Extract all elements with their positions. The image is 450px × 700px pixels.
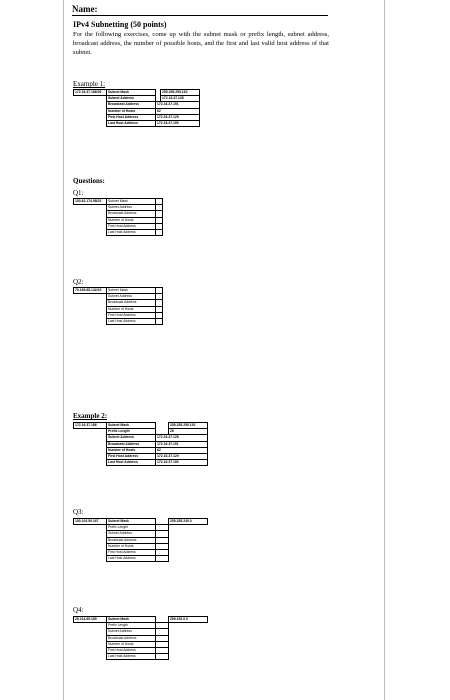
q4-label: Number of Hosts <box>107 641 156 647</box>
q2-label: Subnet Mask <box>107 288 156 294</box>
q3-label: Broadcast Address <box>107 537 156 543</box>
q1-ip: 153.62.174.98/23 <box>74 199 107 205</box>
example1-value: 62 <box>156 108 200 114</box>
example1-label: Subnet Mask <box>107 90 156 96</box>
example1-table <box>73 89 200 127</box>
q1-heading: Q1: <box>73 189 84 197</box>
page-title: IPv4 Subnetting (50 points) <box>73 20 167 29</box>
example1-label: Broadcast Address <box>107 102 156 108</box>
example1-table-wrap <box>73 89 200 127</box>
example2-label: Broadcast Address <box>107 441 156 447</box>
q2-label: Subnet Address <box>107 294 156 300</box>
questions-heading: Questions: <box>73 177 105 185</box>
q1-table <box>73 198 163 236</box>
instructions: For the following exercises, come up with the subnet mask or prefix length, subnet address, broadcast address, the number of possible hosts, and the first and last valid host address of that subnet. <box>73 31 329 56</box>
example2-table <box>73 422 208 466</box>
q4-label: Prefix Length <box>107 623 156 629</box>
example2-table-wrap <box>73 422 208 466</box>
q3-label: First Host Address <box>107 550 156 556</box>
q4-table-wrap <box>73 616 208 660</box>
example1-value: 172.16.37.190 <box>156 121 200 127</box>
q2-label: Broadcast Address <box>107 300 156 306</box>
q4-heading: Q4: <box>73 606 84 614</box>
q3-label: Subnet Mask <box>107 519 156 525</box>
name-underline <box>72 15 328 16</box>
example2-label: Subnet Address <box>107 435 156 441</box>
q2-label: Last Host Address <box>107 319 156 325</box>
example2-value: 172.16.37.129 <box>156 454 208 460</box>
example1-label: First Host Address <box>107 114 156 120</box>
name-label: Name: <box>72 4 98 14</box>
q3-label: Prefix Length <box>107 525 156 531</box>
q2-label: Number of Hosts <box>107 306 156 312</box>
q3-label: Number of Hosts <box>107 543 156 549</box>
q2-heading: Q2: <box>73 278 84 286</box>
q3-heading: Q3: <box>73 508 84 516</box>
q3-mask-value: 255.255.240.0 <box>169 519 208 525</box>
q3-ip: 190.103.50.167 <box>74 519 107 525</box>
q4-mask-value: 255.192.0.0 <box>169 617 208 623</box>
q4-label: First Host Address <box>107 648 156 654</box>
example2-label: Last Host Address <box>107 460 156 466</box>
q1-table-wrap <box>73 198 163 236</box>
example1-label: Subnet Address <box>107 96 156 102</box>
q2-table-wrap <box>73 287 163 325</box>
q1-label: Number of Hosts <box>107 217 156 223</box>
q4-label: Subnet Address <box>107 629 156 635</box>
q1-label: Last Host Address <box>107 230 156 236</box>
q4-answer-cell[interactable] <box>156 654 169 660</box>
example2-value: 26 <box>169 429 208 435</box>
q3-label: Last Host Address <box>107 556 156 562</box>
example1-heading: Example 1: <box>73 80 106 88</box>
q3-answer-cell[interactable] <box>156 556 169 562</box>
example2-label: First Host Address <box>107 454 156 460</box>
example1-value: 172.16.37.128 <box>161 96 200 102</box>
q4-label: Last Host Address <box>107 654 156 660</box>
example2-value: 172.16.37.128 <box>156 435 208 441</box>
q3-table-wrap <box>73 518 208 562</box>
q4-table <box>73 616 208 660</box>
example2-label: Subnet Mask <box>107 423 156 429</box>
example1-value: 172.16.37.129 <box>156 114 200 120</box>
example1-ip: 172.16.37.186/26 <box>74 90 107 96</box>
example1-label: Last Host Address <box>107 121 156 127</box>
q2-table <box>73 287 163 325</box>
q3-table <box>73 518 208 562</box>
example2-value: 255.255.255.192 <box>169 423 208 429</box>
q2-answer-cell[interactable] <box>156 319 163 325</box>
q1-answer-cell[interactable] <box>156 230 163 236</box>
q1-label: Subnet Address <box>107 205 156 211</box>
example2-value: 62 <box>156 447 208 453</box>
example1-label: Number of Hosts <box>107 108 156 114</box>
q1-label: Broadcast Address <box>107 211 156 217</box>
example2-label: Prefix Length <box>107 429 156 435</box>
q1-label: First Host Address <box>107 223 156 229</box>
q4-ip: 25.214.69.189 <box>74 617 107 623</box>
q2-label: First Host Address <box>107 312 156 318</box>
example1-value: 172.16.37.191 <box>156 102 200 108</box>
q2-ip: 70.169.85.142/15 <box>74 288 107 294</box>
example1-value: 255.255.255.192 <box>161 90 200 96</box>
q4-label: Subnet Mask <box>107 617 156 623</box>
example2-ip: 172.16.37.186 <box>74 423 107 429</box>
q4-label: Broadcast Address <box>107 635 156 641</box>
example2-value: 172.16.37.191 <box>156 441 208 447</box>
example2-value: 172.16.37.190 <box>156 460 208 466</box>
example2-heading: Example 2: <box>73 412 108 420</box>
q1-label: Subnet Mask <box>107 199 156 205</box>
q3-label: Subnet Address <box>107 531 156 537</box>
example2-label: Number of Hosts <box>107 447 156 453</box>
